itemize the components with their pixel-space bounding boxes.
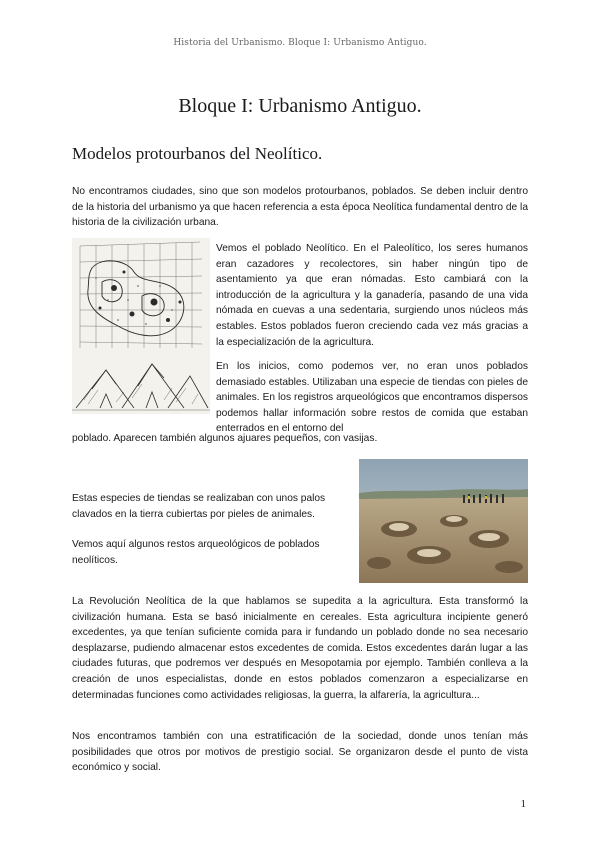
neolithic-settlement-paragraph: Vemos el poblado Neolítico. En el Paleolítico, los seres humanos eran cazadores y recolectores, sin haber ningún tipo de asentamiento ya que eran nómadas. Esto cambiará con la introducción de la agricultura y la ganadería, pasando de una vida nómada en cuevas a una sedentaria, surgiendo unos núcleos más estables. Estos poblados fueron creciendo cada vez más gracias a la especialización de la agricultura. — [216, 243, 528, 348]
neolithic-revolution-paragraph: La Revolución Neolítica de la que hablamos se supedita a la agricultura. Esta transformó la civilización humana. Esta se basó inicialmente en cereales. Esta agricultura incipiente generó excedentes, ya que tenían suficiente comida para ir fundando un poblado donde no sea necesario desplazarse, pudiendo almacenar estos excedentes de comida. Estos excedentes darán lugar a las ciudades futuras, que podremos ver después en Mesopotamia por ejemplo. También conlleva a la creación de unos especialistas, donde en estos poblados comenzaron a especializarse en determinadas funciones como actividades religiosas, la guerra, la alfarería, la agricultura... — [72, 596, 528, 701]
early-settlements-paragraph-continued: poblado. Aparecen también algunos ajuares pequeños, con vasijas. — [72, 433, 378, 444]
intro-paragraph: No encontramos ciudades, sino que son modelos protourbanos, poblados. Se deben incluir dentro de la historia del urbanismo ya que hacen referencia a esta época Neolítica fundamental dentro de la historia de la civilización urbana. — [72, 186, 528, 229]
settlement-plan-figure — [72, 238, 210, 414]
tents-paragraph: Estas especies de tiendas se realizaban con unos palos clavados en la tierra cubiertas por pieles de animales. — [72, 493, 326, 520]
settlement-plan-drawing-icon — [72, 238, 210, 414]
page-number: 1 — [520, 798, 526, 810]
remains-paragraph: Vemos aquí algunos restos arqueológicos de poblados neolíticos. — [72, 539, 320, 566]
early-settlements-paragraph: En los inicios, como podemos ver, no eran unos poblados demasiado estables. Utilizaban una especie de tiendas con pieles de animales. En los registros arqueológicos que encontramos dispersos podemos hallar información sobre restos de comida que estaban enterrados en el entorno del — [216, 361, 528, 435]
section-title: Modelos protourbanos del Neolítico. — [72, 144, 323, 163]
social-stratification-paragraph: Nos encontramos también con una estratificación de la sociedad, donde unos tenían más posibilidades que otros por motivos de prestigio social. Se organizaron desde el punto de vista económico y social. — [72, 731, 528, 774]
page-title: Bloque I: Urbanismo Antiguo. — [178, 95, 422, 117]
archaeological-site-figure — [359, 459, 528, 583]
running-header: Historia del Urbanismo. Bloque I: Urbanismo Antiguo. — [173, 38, 427, 48]
archaeological-site-photo-icon — [359, 459, 528, 583]
